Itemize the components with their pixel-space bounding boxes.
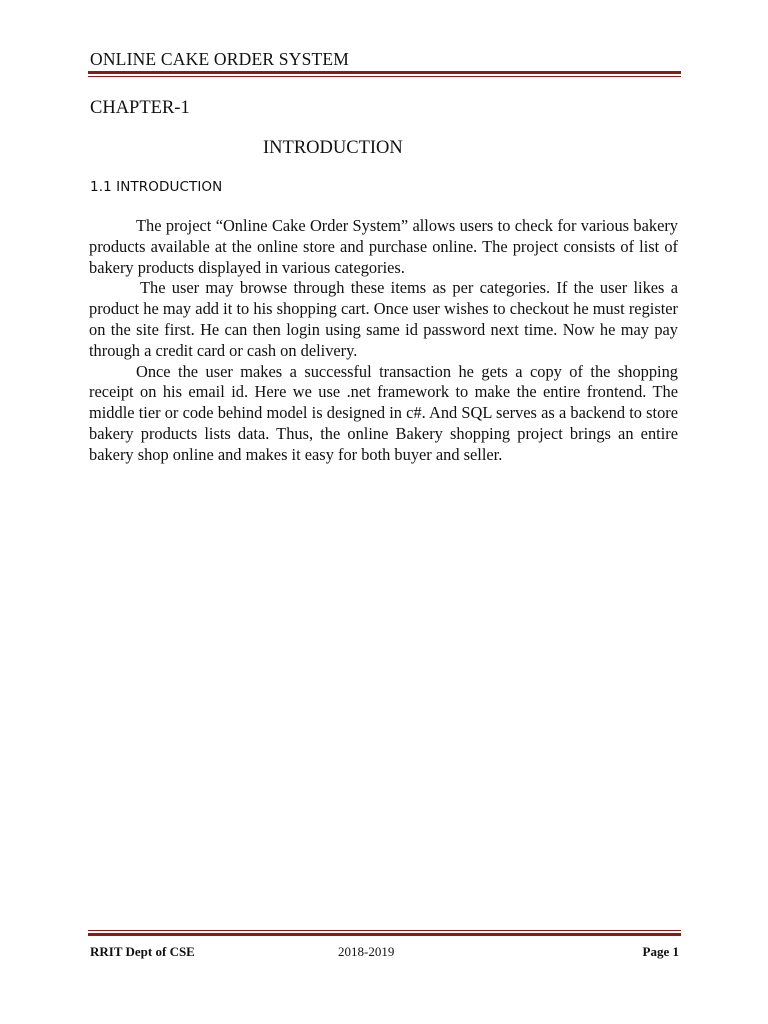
paragraph-3: Once the user makes a successful transaction he gets a copy of the shopping receipt on his email id. Here we use .net framework to make the entire frontend. The middle tier or code behind model is designed in c#. And SQL serves as a backend to store bakery products lists data. Thus, the online Bakery shopping project brings an entire bakery shop online and makes it easy for both buyer and seller. [89, 361, 678, 464]
footer-page-number: Page 1 [642, 944, 679, 959]
paragraph-2: The user may browse through these items as per categories. If the user likes a product he may add it to his shopping cart. Once user wishes to checkout he must register on the site first. He can then login using same id password next time. Now he may pay through a credit card or cash on delivery. [89, 278, 678, 360]
footer-department: RRIT Dept of CSE [90, 944, 195, 959]
footer-year: 2018-2019 [338, 944, 395, 959]
page-header-title: ONLINE CAKE ORDER SYSTEM [90, 49, 350, 69]
header-rule-thin [88, 76, 681, 77]
header-rule-thick [88, 71, 681, 74]
footer-rule-thin [88, 930, 681, 931]
chapter-label: CHAPTER-1 [90, 98, 190, 118]
footer-rule-thick [88, 933, 681, 936]
chapter-title: INTRODUCTION [263, 138, 403, 158]
project-name-lead: The project “Online Cake Order System” [136, 216, 409, 235]
paragraph-1-text: allows users to check for various bakery products available at the online store and purchase online. The project consists of list of bakery products displayed in various categories. [89, 216, 678, 277]
paragraph-1 [89, 216, 678, 278]
body-text [89, 216, 678, 466]
section-heading: 1.1 INTRODUCTION [90, 179, 223, 195]
